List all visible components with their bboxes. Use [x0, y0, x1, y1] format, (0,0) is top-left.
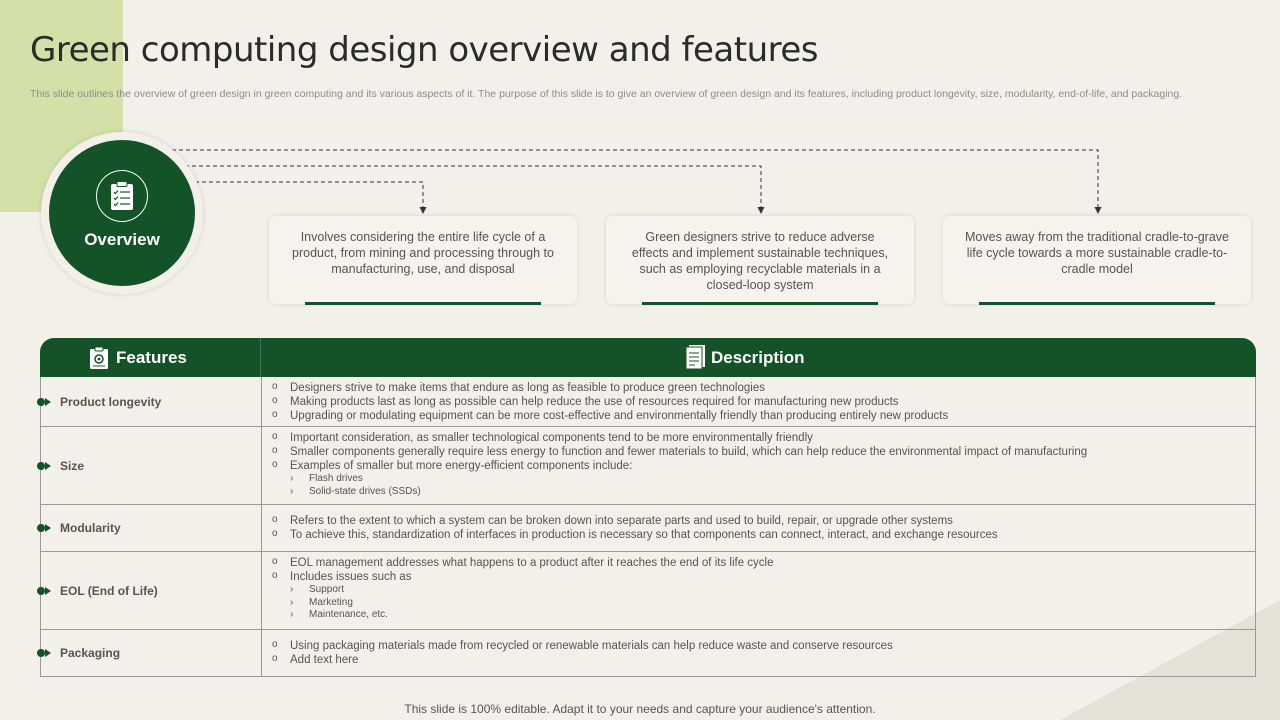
- description-bullet: o Important consideration, as smaller technological components tend to be more environmentally friendly: [270, 431, 1255, 445]
- table-row: [40, 377, 1256, 427]
- description-bullet: o Add text here: [270, 653, 1255, 667]
- bullet-dot: [37, 398, 45, 406]
- description-bullet: o Designers strive to make items that endure as long as feasible to produce green technologies: [270, 381, 1255, 395]
- bullet-dot: [37, 649, 45, 657]
- description-cell: [262, 630, 1255, 671]
- card-accent-bar: [305, 302, 541, 305]
- description-sub-bullet: › Support: [270, 584, 1255, 597]
- card-text: Involves considering the entire life cycle of a product, from mining and processing through to manufacturing, use, and disposal: [292, 230, 554, 276]
- connector-arrow-2: [758, 207, 765, 214]
- footer-note: This slide is 100% editable. Adapt it to your needs and capture your audience's attention.: [404, 702, 876, 716]
- card-text: Green designers strive to reduce adverse effects and implement sustainable techniques, such as employing recyclable materials in a closed-loop system: [631, 230, 889, 292]
- connector-arrow-3: [1095, 207, 1102, 214]
- description-sub-bullet: › Solid-state drives (SSDs): [270, 486, 1255, 499]
- description-sub-bullet: › Flash drives: [270, 473, 1255, 486]
- feature-cell: [41, 505, 262, 551]
- bullet-arrow: [45, 524, 51, 532]
- description-sub-bullet: › Marketing: [270, 597, 1255, 610]
- description-cell: [262, 552, 1255, 626]
- features-header: [40, 338, 261, 377]
- description-bullet: o Upgrading or modulating equipment can be more cost-effective and environmentally friendly than producing entirely new products: [270, 409, 1255, 423]
- overview-card-techniques: [606, 216, 914, 304]
- bullet-arrow: [45, 649, 51, 657]
- page-title: Green computing design overview and features: [30, 30, 818, 70]
- description-sub-bullet: › Maintenance, etc.: [270, 609, 1255, 622]
- page-subtitle: This slide outlines the overview of green design in green computing and its various aspects of it. The purpose of this slide is to give an overview of green design and its features, including product longevity, size, modularity, end-of-life, and packaging.: [30, 88, 1183, 100]
- description-header-label: Description: [711, 348, 805, 367]
- card-text: Moves away from the traditional cradle-to-grave life cycle towards a more sustainable cradle-to-cradle model: [965, 230, 1230, 276]
- connector-arrow-1: [420, 207, 427, 214]
- bullet-dot: [37, 587, 45, 595]
- feature-label: Size: [60, 458, 85, 473]
- table-row: [40, 552, 1256, 630]
- description-bullet: o Using packaging materials made from recycled or renewable materials can help reduce waste and conserve resources: [270, 639, 1255, 653]
- bullet-arrow: [45, 462, 51, 470]
- gear-document-icon: [89, 346, 109, 375]
- table-header: [40, 338, 1256, 377]
- bullet-dot: [37, 462, 45, 470]
- description-bullet: o To achieve this, standardization of interfaces in production is necessary so that components can connect, interact, and exchange resources: [270, 528, 1255, 542]
- overview-label: Overview: [84, 230, 160, 249]
- document-icon: [685, 344, 707, 375]
- card-accent-bar: [979, 302, 1215, 305]
- description-cell: [262, 427, 1255, 502]
- connector-line-3: [172, 150, 1098, 208]
- description-bullet: o Smaller components generally require less energy to function and fewer materials to build, which can help reduce the environmental impact of manufacturing: [270, 445, 1255, 459]
- feature-cell: [41, 552, 262, 629]
- clipboard-checklist-icon: [96, 170, 148, 222]
- feature-label: Modularity: [60, 521, 121, 535]
- feature-cell: [41, 427, 262, 504]
- description-bullet: o Making products last as long as possible can help reduce the use of resources required for manufacturing new products: [270, 395, 1255, 409]
- description-bullet: o Examples of smaller but more energy-efficient components include:: [270, 459, 1255, 473]
- description-bullet: o Refers to the extent to which a system can be broken down into separate parts and used to build, repair, or upgrade other systems: [270, 514, 1255, 528]
- feature-label: Product longevity: [60, 394, 162, 409]
- bullet-dot: [37, 524, 45, 532]
- table-row: [40, 505, 1256, 552]
- description-bullet: o EOL management addresses what happens to a product after it reaches the end of its life cycle: [270, 556, 1255, 570]
- description-header: [261, 338, 1256, 377]
- description-bullet: o Includes issues such as: [270, 570, 1255, 584]
- connector-line-1: [195, 182, 423, 208]
- feature-cell: [41, 630, 262, 676]
- features-table: [40, 338, 1256, 677]
- feature-cell: [41, 377, 262, 426]
- features-header-label: Features: [116, 348, 187, 367]
- description-cell: [262, 505, 1255, 546]
- bullet-arrow: [45, 398, 51, 406]
- connector-line-2: [185, 166, 761, 208]
- card-accent-bar: [642, 302, 878, 305]
- bullet-arrow: [45, 587, 51, 595]
- overview-card-lifecycle: [269, 216, 577, 304]
- table-row: [40, 630, 1256, 677]
- table-row: [40, 427, 1256, 505]
- overview-card-cradle: [943, 216, 1251, 304]
- description-cell: [262, 377, 1255, 427]
- feature-label: EOL (End of Life): [60, 583, 158, 598]
- feature-label: Packaging: [60, 646, 121, 660]
